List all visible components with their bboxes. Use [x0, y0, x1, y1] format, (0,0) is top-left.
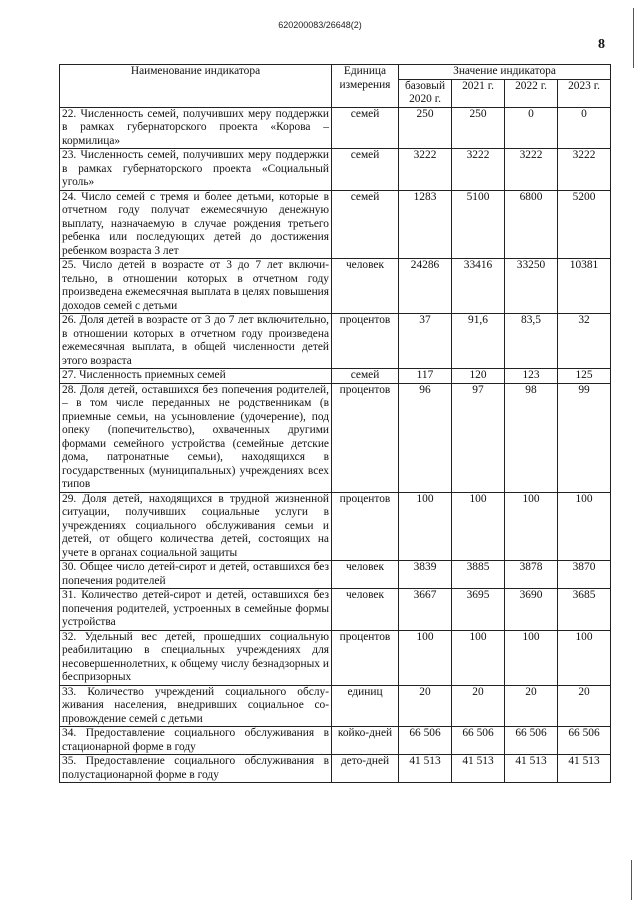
indicator-value: 41 513 — [399, 755, 452, 783]
header-name: Наименование индикатора — [60, 65, 332, 108]
indicator-value: 100 — [399, 492, 452, 561]
indicator-unit: семей — [332, 190, 399, 259]
indicator-value: 33416 — [452, 259, 505, 314]
indicator-name: 33. Количество учреждений социального обслуживания населения, внедривших социальное сопровождение семей с детьми — [60, 685, 332, 727]
scan-edge-line — [631, 860, 632, 900]
indicator-value: 0 — [558, 107, 611, 149]
indicator-value: 100 — [399, 630, 452, 685]
indicator-value: 250 — [452, 107, 505, 149]
indicator-name: 29. Доля детей, находящихся в трудной жизненной ситуации, получивших социальные услуги в учреждениях социального обслуживания семьи и детей, от общего количества детей, состоящих на учете в органах социальной защиты — [60, 492, 332, 561]
indicator-value: 33250 — [505, 259, 558, 314]
indicator-unit: процентов — [332, 383, 399, 492]
indicator-value: 100 — [505, 630, 558, 685]
indicator-value: 32 — [558, 314, 611, 369]
indicator-value: 3839 — [399, 561, 452, 589]
header-value-group: Значение индикатора — [399, 65, 611, 80]
table-row — [60, 149, 611, 191]
indicator-name: 24. Число семей с тремя и более детьми, которые в отчетном году получат ежемесячную денежную выплату, назначаемую в случае рождения третьего ребенка или последующих детей до достижения ребенком возраста 3 лет — [60, 190, 332, 259]
indicator-value: 3870 — [558, 561, 611, 589]
indicator-unit: процентов — [332, 630, 399, 685]
table-row — [60, 314, 611, 369]
indicator-value: 41 513 — [558, 755, 611, 783]
table-row — [60, 369, 611, 384]
indicator-name: 26. Доля детей в возрасте от 3 до 7 лет включительно, в отношении которых в отчетном году произведена ежемесячная выплата, в общей численности детей этого возраста — [60, 314, 332, 369]
indicator-name: 28. Доля детей, оставшихся без попечения родителей, – в том числе переданных не родственникам (в приемные семьи, на усыновление (удочерение), под опеку (попечительство), охваченных другими формами семейного устройства (семейные детские дома, патронатные семьи), находящихся в государственных (муниципальных) учреждениях всех типов — [60, 383, 332, 492]
indicator-value: 24286 — [399, 259, 452, 314]
indicator-value: 66 506 — [558, 727, 611, 755]
scan-edge-line — [633, 8, 634, 68]
indicator-value: 97 — [452, 383, 505, 492]
indicator-value: 117 — [399, 369, 452, 384]
indicator-unit: семей — [332, 369, 399, 384]
indicator-name: 34. Предоставление социального обслуживания в стационарной форме в году — [60, 727, 332, 755]
indicator-value: 3878 — [505, 561, 558, 589]
indicator-value: 98 — [505, 383, 558, 492]
indicator-value: 3885 — [452, 561, 505, 589]
indicator-name: 22. Численность семей, получивших меру поддержки в рамках губернаторского проекта «Корова – кормилица» — [60, 107, 332, 149]
table-row — [60, 685, 611, 727]
indicator-unit: семей — [332, 107, 399, 149]
indicator-name: 30. Общее число детей-сирот и детей, оставшихся без попечения родителей — [60, 561, 332, 589]
indicator-name: 31. Количество детей-сирот и детей, оставшихся без попечения родителей, устроенных в семейные формы устройства — [60, 589, 332, 631]
indicator-unit: единиц — [332, 685, 399, 727]
table-row — [60, 383, 611, 492]
indicator-unit: койко-дней — [332, 727, 399, 755]
indicator-value: 96 — [399, 383, 452, 492]
indicator-name: 23. Численность семей, получивших меру поддержки в рамках губернаторского проекта «Социальный уголь» — [60, 149, 332, 191]
indicator-value: 0 — [505, 107, 558, 149]
header-year: 2023 г. — [558, 79, 611, 107]
indicator-value: 66 506 — [452, 727, 505, 755]
page-number: 8 — [598, 37, 605, 52]
indicator-value: 1283 — [399, 190, 452, 259]
indicator-name: 35. Предоставление социального обслуживания в полустационарной форме в году — [60, 755, 332, 783]
indicator-value: 20 — [452, 685, 505, 727]
indicator-unit: человек — [332, 561, 399, 589]
indicator-value: 66 506 — [399, 727, 452, 755]
indicator-value: 99 — [558, 383, 611, 492]
indicator-value: 41 513 — [452, 755, 505, 783]
indicator-value: 20 — [399, 685, 452, 727]
indicator-value: 20 — [558, 685, 611, 727]
indicators-table — [59, 64, 611, 783]
indicator-value: 6800 — [505, 190, 558, 259]
indicator-value: 3222 — [505, 149, 558, 191]
indicator-value: 100 — [452, 630, 505, 685]
table-row — [60, 630, 611, 685]
indicator-value: 83,5 — [505, 314, 558, 369]
table-row — [60, 190, 611, 259]
indicator-value: 123 — [505, 369, 558, 384]
indicator-value: 37 — [399, 314, 452, 369]
table-row — [60, 755, 611, 783]
indicator-value: 120 — [452, 369, 505, 384]
indicator-unit: человек — [332, 589, 399, 631]
table-row — [60, 561, 611, 589]
indicator-value: 10381 — [558, 259, 611, 314]
indicator-value: 3222 — [452, 149, 505, 191]
indicator-value: 3690 — [505, 589, 558, 631]
header-year: 2021 г. — [452, 79, 505, 107]
indicator-name: 32. Удельный вес детей, прошедших социальную реабилитацию в специальных учреждениях для несовершеннолетних, к общему числу безнадзорных и беспризорных — [60, 630, 332, 685]
indicator-value: 20 — [505, 685, 558, 727]
indicator-value: 3685 — [558, 589, 611, 631]
indicator-value: 100 — [452, 492, 505, 561]
header-unit: Единица измерения — [332, 65, 399, 108]
indicator-value: 3222 — [399, 149, 452, 191]
indicator-value: 3667 — [399, 589, 452, 631]
indicator-name: 27. Численность приемных семей — [60, 369, 332, 384]
indicator-unit: человек — [332, 259, 399, 314]
table-row — [60, 107, 611, 149]
indicator-value: 66 506 — [505, 727, 558, 755]
indicator-value: 100 — [558, 630, 611, 685]
indicator-unit: процентов — [332, 314, 399, 369]
indicator-unit: дето-дней — [332, 755, 399, 783]
indicator-value: 3222 — [558, 149, 611, 191]
table-row — [60, 259, 611, 314]
document-id: 620200083/26648(2) — [278, 20, 362, 30]
indicator-value: 3695 — [452, 589, 505, 631]
indicator-value: 250 — [399, 107, 452, 149]
indicator-unit: процентов — [332, 492, 399, 561]
table-row — [60, 589, 611, 631]
table-row — [60, 492, 611, 561]
table-body — [60, 107, 611, 783]
header-year: базовый 2020 г. — [399, 79, 452, 107]
indicator-value: 125 — [558, 369, 611, 384]
indicator-value: 100 — [505, 492, 558, 561]
indicator-unit: семей — [332, 149, 399, 191]
indicator-value: 100 — [558, 492, 611, 561]
header-year: 2022 г. — [505, 79, 558, 107]
indicator-value: 91,6 — [452, 314, 505, 369]
indicator-value: 5200 — [558, 190, 611, 259]
indicator-name: 25. Число детей в возрасте от 3 до 7 лет включительно, в отношении которых в отчетном году произведена ежемесячная выплата в целях повышения доходов семей с детьми — [60, 259, 332, 314]
indicator-value: 41 513 — [505, 755, 558, 783]
table-row — [60, 727, 611, 755]
indicator-value: 5100 — [452, 190, 505, 259]
